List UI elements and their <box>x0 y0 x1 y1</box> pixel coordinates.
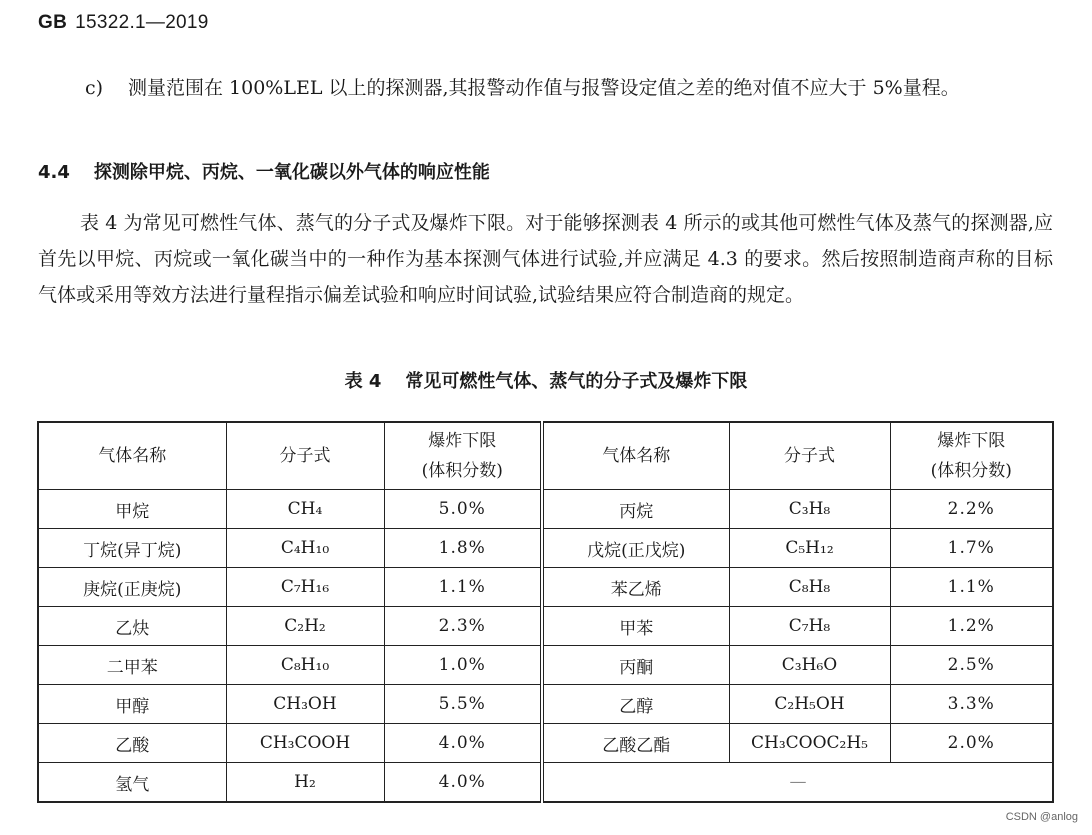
cell-right-name: 甲苯 <box>542 607 729 646</box>
standard-number <box>38 12 209 34</box>
cell-right-formula: C₇H₈ <box>729 607 890 646</box>
cell-left-name: 庚烷(正庚烷) <box>38 568 226 607</box>
watermark: CSDN @anlog <box>1005 811 1078 823</box>
cell-empty-dash: — <box>542 763 1053 803</box>
table-row <box>38 763 1053 803</box>
cell-left-formula: H₂ <box>226 763 384 803</box>
cell-right-limit: 2.2% <box>890 490 1053 529</box>
table-row <box>38 685 1053 724</box>
table-header-row <box>38 422 1053 490</box>
cell-right-limit: 1.2% <box>890 607 1053 646</box>
cell-left-name: 甲醇 <box>38 685 226 724</box>
cell-left-name: 甲烷 <box>38 490 226 529</box>
cell-left-name: 氢气 <box>38 763 226 803</box>
cell-left-name: 二甲苯 <box>38 646 226 685</box>
cell-left-name: 乙炔 <box>38 607 226 646</box>
cell-right-name: 丙酮 <box>542 646 729 685</box>
table-row <box>38 568 1053 607</box>
body-paragraph: 表 4 为常见可燃性气体、蒸气的分子式及爆炸下限。对于能够探测表 4 所示的或其他可燃性气体及蒸气的探测器,应首先以甲烷、丙烷或一氧化碳当中的一种作为基本探测气体进行试验,并应满足 4.3 的要求。然后按照制造商声称的目标气体或采用等效方法进行量程指示偏差试验和响应时间试验,试验结果应符合制造商的规定。 <box>38 212 1053 306</box>
cell-right-limit: 1.1% <box>890 568 1053 607</box>
cell-right-formula: CH₃COOC₂H₅ <box>729 724 890 763</box>
gb-prefix: GB <box>38 12 68 33</box>
section-number: 4.4 <box>38 162 70 183</box>
table-row <box>38 607 1053 646</box>
table-number: 表 4 <box>344 371 382 392</box>
cell-right-formula: C₈H₈ <box>729 568 890 607</box>
table-row <box>38 529 1053 568</box>
list-marker: c) <box>85 77 104 99</box>
cell-left-formula: C₂H₂ <box>226 607 384 646</box>
cell-left-limit: 5.0% <box>384 490 542 529</box>
header-explosion-limit <box>384 422 542 490</box>
list-item-text: 测量范围在 100%LEL 以上的探测器,其报警动作值与报警设定值之差的绝对值不应大于 5%量程。 <box>128 77 960 99</box>
header-limit-line2-right: (体积分数) <box>930 461 1012 481</box>
table-row <box>38 724 1053 763</box>
cell-right-name: 乙醇 <box>542 685 729 724</box>
cell-right-limit: 1.7% <box>890 529 1053 568</box>
table-title-text: 常见可燃性气体、蒸气的分子式及爆炸下限 <box>405 371 748 392</box>
cell-right-name: 丙烷 <box>542 490 729 529</box>
cell-right-limit: 3.3% <box>890 685 1053 724</box>
cell-left-formula: C₈H₁₀ <box>226 646 384 685</box>
cell-left-name: 丁烷(异丁烷) <box>38 529 226 568</box>
cell-left-limit: 1.0% <box>384 646 542 685</box>
cell-right-formula: C₃H₈ <box>729 490 890 529</box>
cell-right-formula: C₅H₁₂ <box>729 529 890 568</box>
cell-left-limit: 4.0% <box>384 763 542 803</box>
header-limit-line2: (体积分数) <box>421 461 503 481</box>
cell-right-limit: 2.5% <box>890 646 1053 685</box>
section-heading <box>38 158 490 184</box>
cell-right-name: 苯乙烯 <box>542 568 729 607</box>
header-formula: 分子式 <box>226 422 384 490</box>
header-explosion-limit-right <box>890 422 1053 490</box>
cell-left-limit: 1.8% <box>384 529 542 568</box>
cell-right-limit: 2.0% <box>890 724 1053 763</box>
cell-left-limit: 5.5% <box>384 685 542 724</box>
cell-left-formula: C₄H₁₀ <box>226 529 384 568</box>
cell-right-name: 戊烷(正戊烷) <box>542 529 729 568</box>
table-caption <box>0 367 1092 393</box>
cell-right-formula: C₂H₅OH <box>729 685 890 724</box>
cell-left-formula: CH₃COOH <box>226 724 384 763</box>
cell-left-formula: CH₄ <box>226 490 384 529</box>
cell-right-formula: C₃H₆O <box>729 646 890 685</box>
list-item-c <box>85 71 1055 106</box>
header-gas-name-right: 气体名称 <box>542 422 729 490</box>
header-formula-right: 分子式 <box>729 422 890 490</box>
header-gas-name: 气体名称 <box>38 422 226 490</box>
table-row <box>38 646 1053 685</box>
header-limit-line1: 爆炸下限 <box>428 431 497 451</box>
header-limit-line1-right: 爆炸下限 <box>937 431 1006 451</box>
table-row <box>38 490 1053 529</box>
cell-left-name: 乙酸 <box>38 724 226 763</box>
cell-left-formula: C₇H₁₆ <box>226 568 384 607</box>
cell-left-formula: CH₃OH <box>226 685 384 724</box>
gas-table <box>37 421 1054 803</box>
section-title-text: 探测除甲烷、丙烷、一氧化碳以外气体的响应性能 <box>93 162 490 183</box>
cell-right-name: 乙酸乙酯 <box>542 724 729 763</box>
cell-left-limit: 1.1% <box>384 568 542 607</box>
cell-left-limit: 2.3% <box>384 607 542 646</box>
cell-left-limit: 4.0% <box>384 724 542 763</box>
standard-code: 15322.1—2019 <box>75 12 209 33</box>
